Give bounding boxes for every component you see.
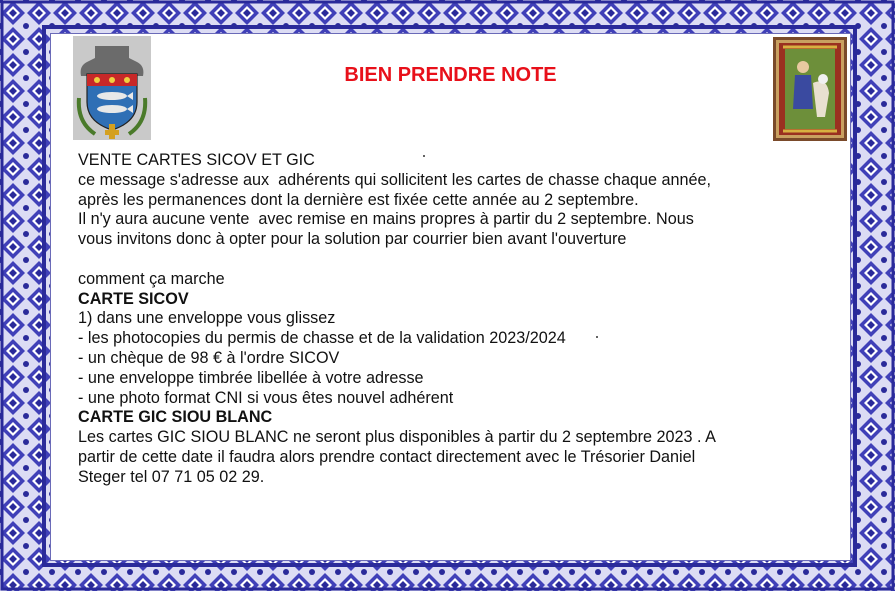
gic-line: Les cartes GIC SIOU BLANC ne seront plus disponibles à partir du 2 septembre 2023 . A bbox=[78, 428, 716, 447]
gic-heading: CARTE GIC SIOU BLANC bbox=[78, 408, 273, 427]
intro-line: Il n'y aura aucune vente avec remise en mains propres à partir du 2 septembre. Nous bbox=[78, 210, 694, 229]
speck bbox=[423, 155, 425, 157]
intro-line: VENTE CARTES SICOV ET GIC bbox=[78, 151, 315, 169]
coat-of-arms-icon bbox=[73, 36, 151, 140]
sicov-item: - une photo format CNI si vous êtes nouvel adhérent bbox=[78, 388, 454, 407]
gic-line: partir de cette date il faudra alors prendre contact directement avec le Trésorier Daniel bbox=[78, 447, 696, 466]
sicov-item: 1) dans une enveloppe vous glissez bbox=[78, 309, 336, 328]
intro-line: vous invitons donc à opter pour la solution par courrier bien avant l'ouverture bbox=[78, 230, 627, 249]
speck bbox=[596, 336, 598, 338]
sicov-item: - les photocopies du permis de chasse et de la validation 2023/2024 bbox=[78, 329, 566, 348]
intro-line: après les permanences dont la dernière est fixée cette année au 2 septembre. bbox=[78, 190, 639, 209]
intro-line: ce message s'adresse aux adhérents qui sollicitent les cartes de chasse chaque année, bbox=[78, 170, 711, 189]
spacer bbox=[78, 250, 838, 270]
gic-line: Steger tel 07 71 05 02 29. bbox=[78, 467, 265, 486]
notice-title: BIEN PRENDRE NOTE bbox=[344, 64, 557, 86]
how-label: comment ça marche bbox=[78, 269, 225, 288]
sicov-item: - un chèque de 98 € à l'ordre SICOV bbox=[78, 348, 340, 367]
sicov-heading: CARTE SICOV bbox=[78, 289, 189, 308]
notice-body bbox=[78, 151, 838, 488]
notice-page bbox=[50, 33, 851, 561]
sicov-item: - une enveloppe timbrée libellée à votre adresse bbox=[78, 368, 424, 387]
medieval-miniature-icon bbox=[773, 37, 847, 141]
